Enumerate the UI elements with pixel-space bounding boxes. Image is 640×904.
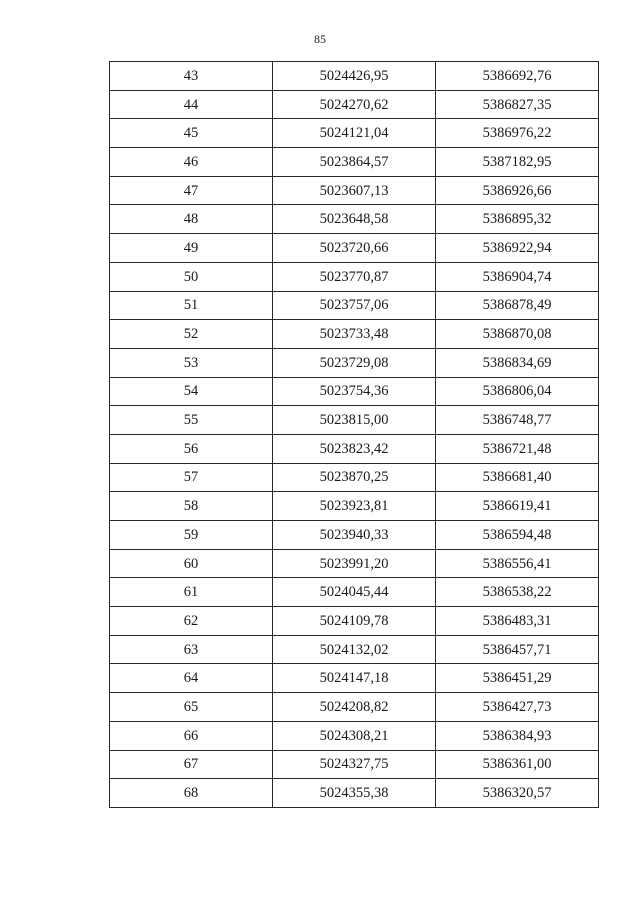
table-row [110, 119, 599, 148]
y-coordinate-cell: 5386904,74 [436, 262, 599, 291]
table-row [110, 205, 599, 234]
x-coordinate-cell: 5024355,38 [273, 779, 436, 808]
y-coordinate-cell: 5386594,48 [436, 521, 599, 550]
x-coordinate-cell: 5024147,18 [273, 664, 436, 693]
point-number-cell: 52 [110, 320, 273, 349]
table-row [110, 320, 599, 349]
x-coordinate-cell: 5023770,87 [273, 262, 436, 291]
point-number-cell: 46 [110, 148, 273, 177]
table-row [110, 607, 599, 636]
x-coordinate-cell: 5024208,82 [273, 693, 436, 722]
table-row [110, 348, 599, 377]
x-coordinate-cell: 5023870,25 [273, 463, 436, 492]
table-row [110, 176, 599, 205]
y-coordinate-cell: 5386827,35 [436, 90, 599, 119]
table-row [110, 90, 599, 119]
point-number-cell: 63 [110, 635, 273, 664]
table-row [110, 434, 599, 463]
y-coordinate-cell: 5386361,00 [436, 750, 599, 779]
table-row [110, 521, 599, 550]
table-row [110, 406, 599, 435]
x-coordinate-cell: 5023754,36 [273, 377, 436, 406]
table-row [110, 549, 599, 578]
x-coordinate-cell: 5024045,44 [273, 578, 436, 607]
point-number-cell: 45 [110, 119, 273, 148]
x-coordinate-cell: 5023733,48 [273, 320, 436, 349]
y-coordinate-cell: 5387182,95 [436, 148, 599, 177]
x-coordinate-cell: 5023815,00 [273, 406, 436, 435]
y-coordinate-cell: 5386483,31 [436, 607, 599, 636]
point-number-cell: 43 [110, 62, 273, 91]
coordinates-table-body [110, 62, 599, 808]
point-number-cell: 55 [110, 406, 273, 435]
x-coordinate-cell: 5024270,62 [273, 90, 436, 119]
table-row [110, 62, 599, 91]
table-row [110, 291, 599, 320]
x-coordinate-cell: 5024327,75 [273, 750, 436, 779]
table-row [110, 750, 599, 779]
y-coordinate-cell: 5386320,57 [436, 779, 599, 808]
y-coordinate-cell: 5386556,41 [436, 549, 599, 578]
point-number-cell: 51 [110, 291, 273, 320]
table-row [110, 234, 599, 263]
y-coordinate-cell: 5386619,41 [436, 492, 599, 521]
table-row [110, 148, 599, 177]
y-coordinate-cell: 5386748,77 [436, 406, 599, 435]
y-coordinate-cell: 5386870,08 [436, 320, 599, 349]
x-coordinate-cell: 5024132,02 [273, 635, 436, 664]
coordinates-table [109, 61, 599, 808]
table-row [110, 492, 599, 521]
point-number-cell: 61 [110, 578, 273, 607]
point-number-cell: 54 [110, 377, 273, 406]
table-row [110, 635, 599, 664]
point-number-cell: 65 [110, 693, 273, 722]
y-coordinate-cell: 5386721,48 [436, 434, 599, 463]
point-number-cell: 49 [110, 234, 273, 263]
x-coordinate-cell: 5023757,06 [273, 291, 436, 320]
x-coordinate-cell: 5023864,57 [273, 148, 436, 177]
point-number-cell: 60 [110, 549, 273, 578]
table-row [110, 721, 599, 750]
y-coordinate-cell: 5386878,49 [436, 291, 599, 320]
point-number-cell: 50 [110, 262, 273, 291]
x-coordinate-cell: 5024426,95 [273, 62, 436, 91]
table-row [110, 664, 599, 693]
page-number: 85 [314, 32, 326, 46]
y-coordinate-cell: 5386926,66 [436, 176, 599, 205]
point-number-cell: 47 [110, 176, 273, 205]
y-coordinate-cell: 5386451,29 [436, 664, 599, 693]
y-coordinate-cell: 5386681,40 [436, 463, 599, 492]
point-number-cell: 59 [110, 521, 273, 550]
x-coordinate-cell: 5023648,58 [273, 205, 436, 234]
y-coordinate-cell: 5386834,69 [436, 348, 599, 377]
table-row [110, 463, 599, 492]
y-coordinate-cell: 5386427,73 [436, 693, 599, 722]
point-number-cell: 44 [110, 90, 273, 119]
point-number-cell: 67 [110, 750, 273, 779]
x-coordinate-cell: 5023729,08 [273, 348, 436, 377]
point-number-cell: 53 [110, 348, 273, 377]
y-coordinate-cell: 5386384,93 [436, 721, 599, 750]
point-number-cell: 68 [110, 779, 273, 808]
table-row [110, 262, 599, 291]
y-coordinate-cell: 5386692,76 [436, 62, 599, 91]
point-number-cell: 57 [110, 463, 273, 492]
table-row [110, 578, 599, 607]
y-coordinate-cell: 5386976,22 [436, 119, 599, 148]
point-number-cell: 64 [110, 664, 273, 693]
x-coordinate-cell: 5023991,20 [273, 549, 436, 578]
point-number-cell: 56 [110, 434, 273, 463]
table-row [110, 779, 599, 808]
point-number-cell: 66 [110, 721, 273, 750]
x-coordinate-cell: 5023607,13 [273, 176, 436, 205]
x-coordinate-cell: 5023940,33 [273, 521, 436, 550]
table-row [110, 377, 599, 406]
table-row [110, 693, 599, 722]
x-coordinate-cell: 5023923,81 [273, 492, 436, 521]
point-number-cell: 62 [110, 607, 273, 636]
x-coordinate-cell: 5023720,66 [273, 234, 436, 263]
y-coordinate-cell: 5386538,22 [436, 578, 599, 607]
x-coordinate-cell: 5024121,04 [273, 119, 436, 148]
y-coordinate-cell: 5386457,71 [436, 635, 599, 664]
y-coordinate-cell: 5386922,94 [436, 234, 599, 263]
y-coordinate-cell: 5386806,04 [436, 377, 599, 406]
x-coordinate-cell: 5024308,21 [273, 721, 436, 750]
point-number-cell: 58 [110, 492, 273, 521]
point-number-cell: 48 [110, 205, 273, 234]
y-coordinate-cell: 5386895,32 [436, 205, 599, 234]
x-coordinate-cell: 5024109,78 [273, 607, 436, 636]
x-coordinate-cell: 5023823,42 [273, 434, 436, 463]
